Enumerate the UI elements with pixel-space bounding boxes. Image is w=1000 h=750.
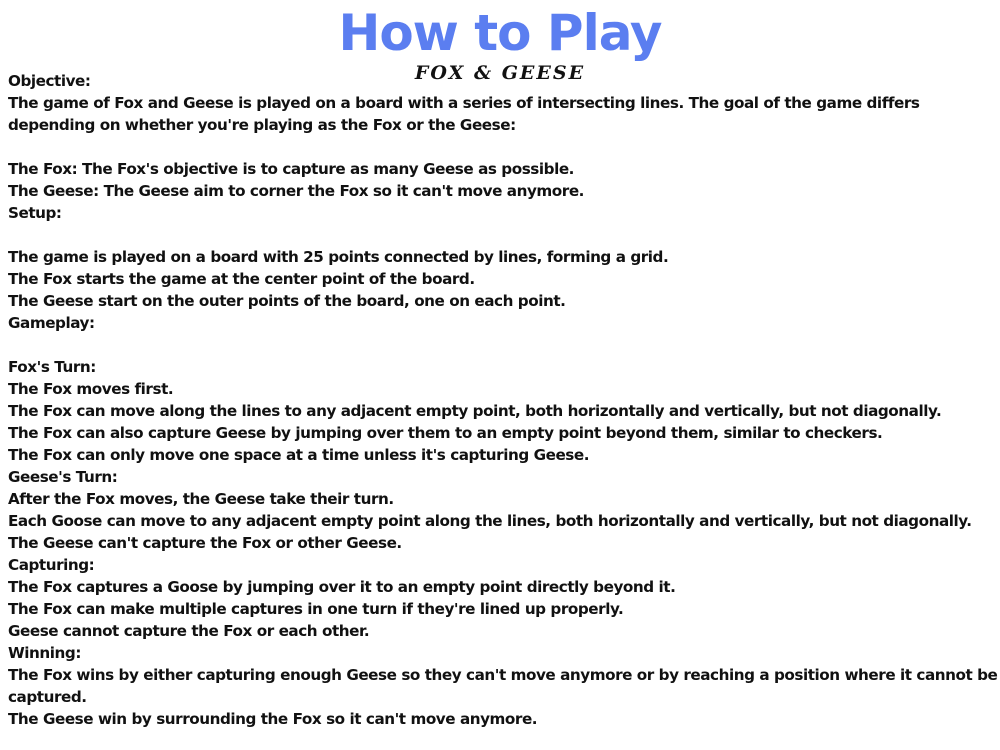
- setup-line: The Fox starts the game at the center point of the board.: [8, 270, 475, 288]
- gameplay-heading: Gameplay:: [8, 314, 95, 332]
- spacer: [8, 224, 998, 246]
- geese-turn-line: Each Goose can move to any adjacent empty point along the lines, both horizontally and vertically, but not diagonally.: [8, 512, 972, 530]
- fox-turn-line: The Fox can only move one space at a time unless it's capturing Geese.: [8, 446, 590, 464]
- objective-geese: The Geese: The Geese aim to corner the Fox so it can't move anymore.: [8, 182, 584, 200]
- winning-geese: The Geese win by surrounding the Fox so it can't move anymore.: [8, 710, 538, 728]
- setup-line: The Geese start on the outer points of the board, one on each point.: [8, 292, 566, 310]
- spacer: [8, 334, 998, 356]
- geese-turn-heading: Geese's Turn:: [8, 468, 118, 486]
- objective-intro: The game of Fox and Geese is played on a board with a series of intersecting lines. The goal of the game differs depending on whether you're playing as the Fox or the Geese:: [8, 94, 920, 134]
- winning-fox: The Fox wins by either capturing enough Geese so they can't move anymore or by reaching a position where it cannot be captured.: [8, 666, 998, 706]
- fox-turn-line: The Fox can also capture Geese by jumping over them to an empty point beyond them, similar to checkers.: [8, 424, 883, 442]
- setup-heading: Setup:: [8, 204, 62, 222]
- setup-line: The game is played on a board with 25 points connected by lines, forming a grid.: [8, 248, 669, 266]
- page-title: How to Play: [338, 4, 662, 62]
- fox-turn-line: The Fox can move along the lines to any adjacent empty point, both horizontally and vertically, but not diagonally.: [8, 402, 942, 420]
- spacer: [8, 136, 998, 158]
- winning-heading: Winning:: [8, 644, 81, 662]
- rules-content: [8, 70, 998, 730]
- capturing-line: The Fox can make multiple captures in one turn if they're lined up properly.: [8, 600, 624, 618]
- capturing-heading: Capturing:: [8, 556, 95, 574]
- geese-turn-line: After the Fox moves, the Geese take their turn.: [8, 490, 394, 508]
- fox-turn-line: The Fox moves first.: [8, 380, 174, 398]
- page-subtitle: FOX & GEESE: [414, 62, 586, 84]
- geese-turn-line: The Geese can't capture the Fox or other Geese.: [8, 534, 402, 552]
- objective-fox: The Fox: The Fox's objective is to capture as many Geese as possible.: [8, 160, 575, 178]
- capturing-line: The Fox captures a Goose by jumping over it to an empty point directly beyond it.: [8, 578, 676, 596]
- fox-turn-heading: Fox's Turn:: [8, 358, 96, 376]
- capturing-line: Geese cannot capture the Fox or each other.: [8, 622, 370, 640]
- objective-heading: Objective:: [8, 72, 91, 90]
